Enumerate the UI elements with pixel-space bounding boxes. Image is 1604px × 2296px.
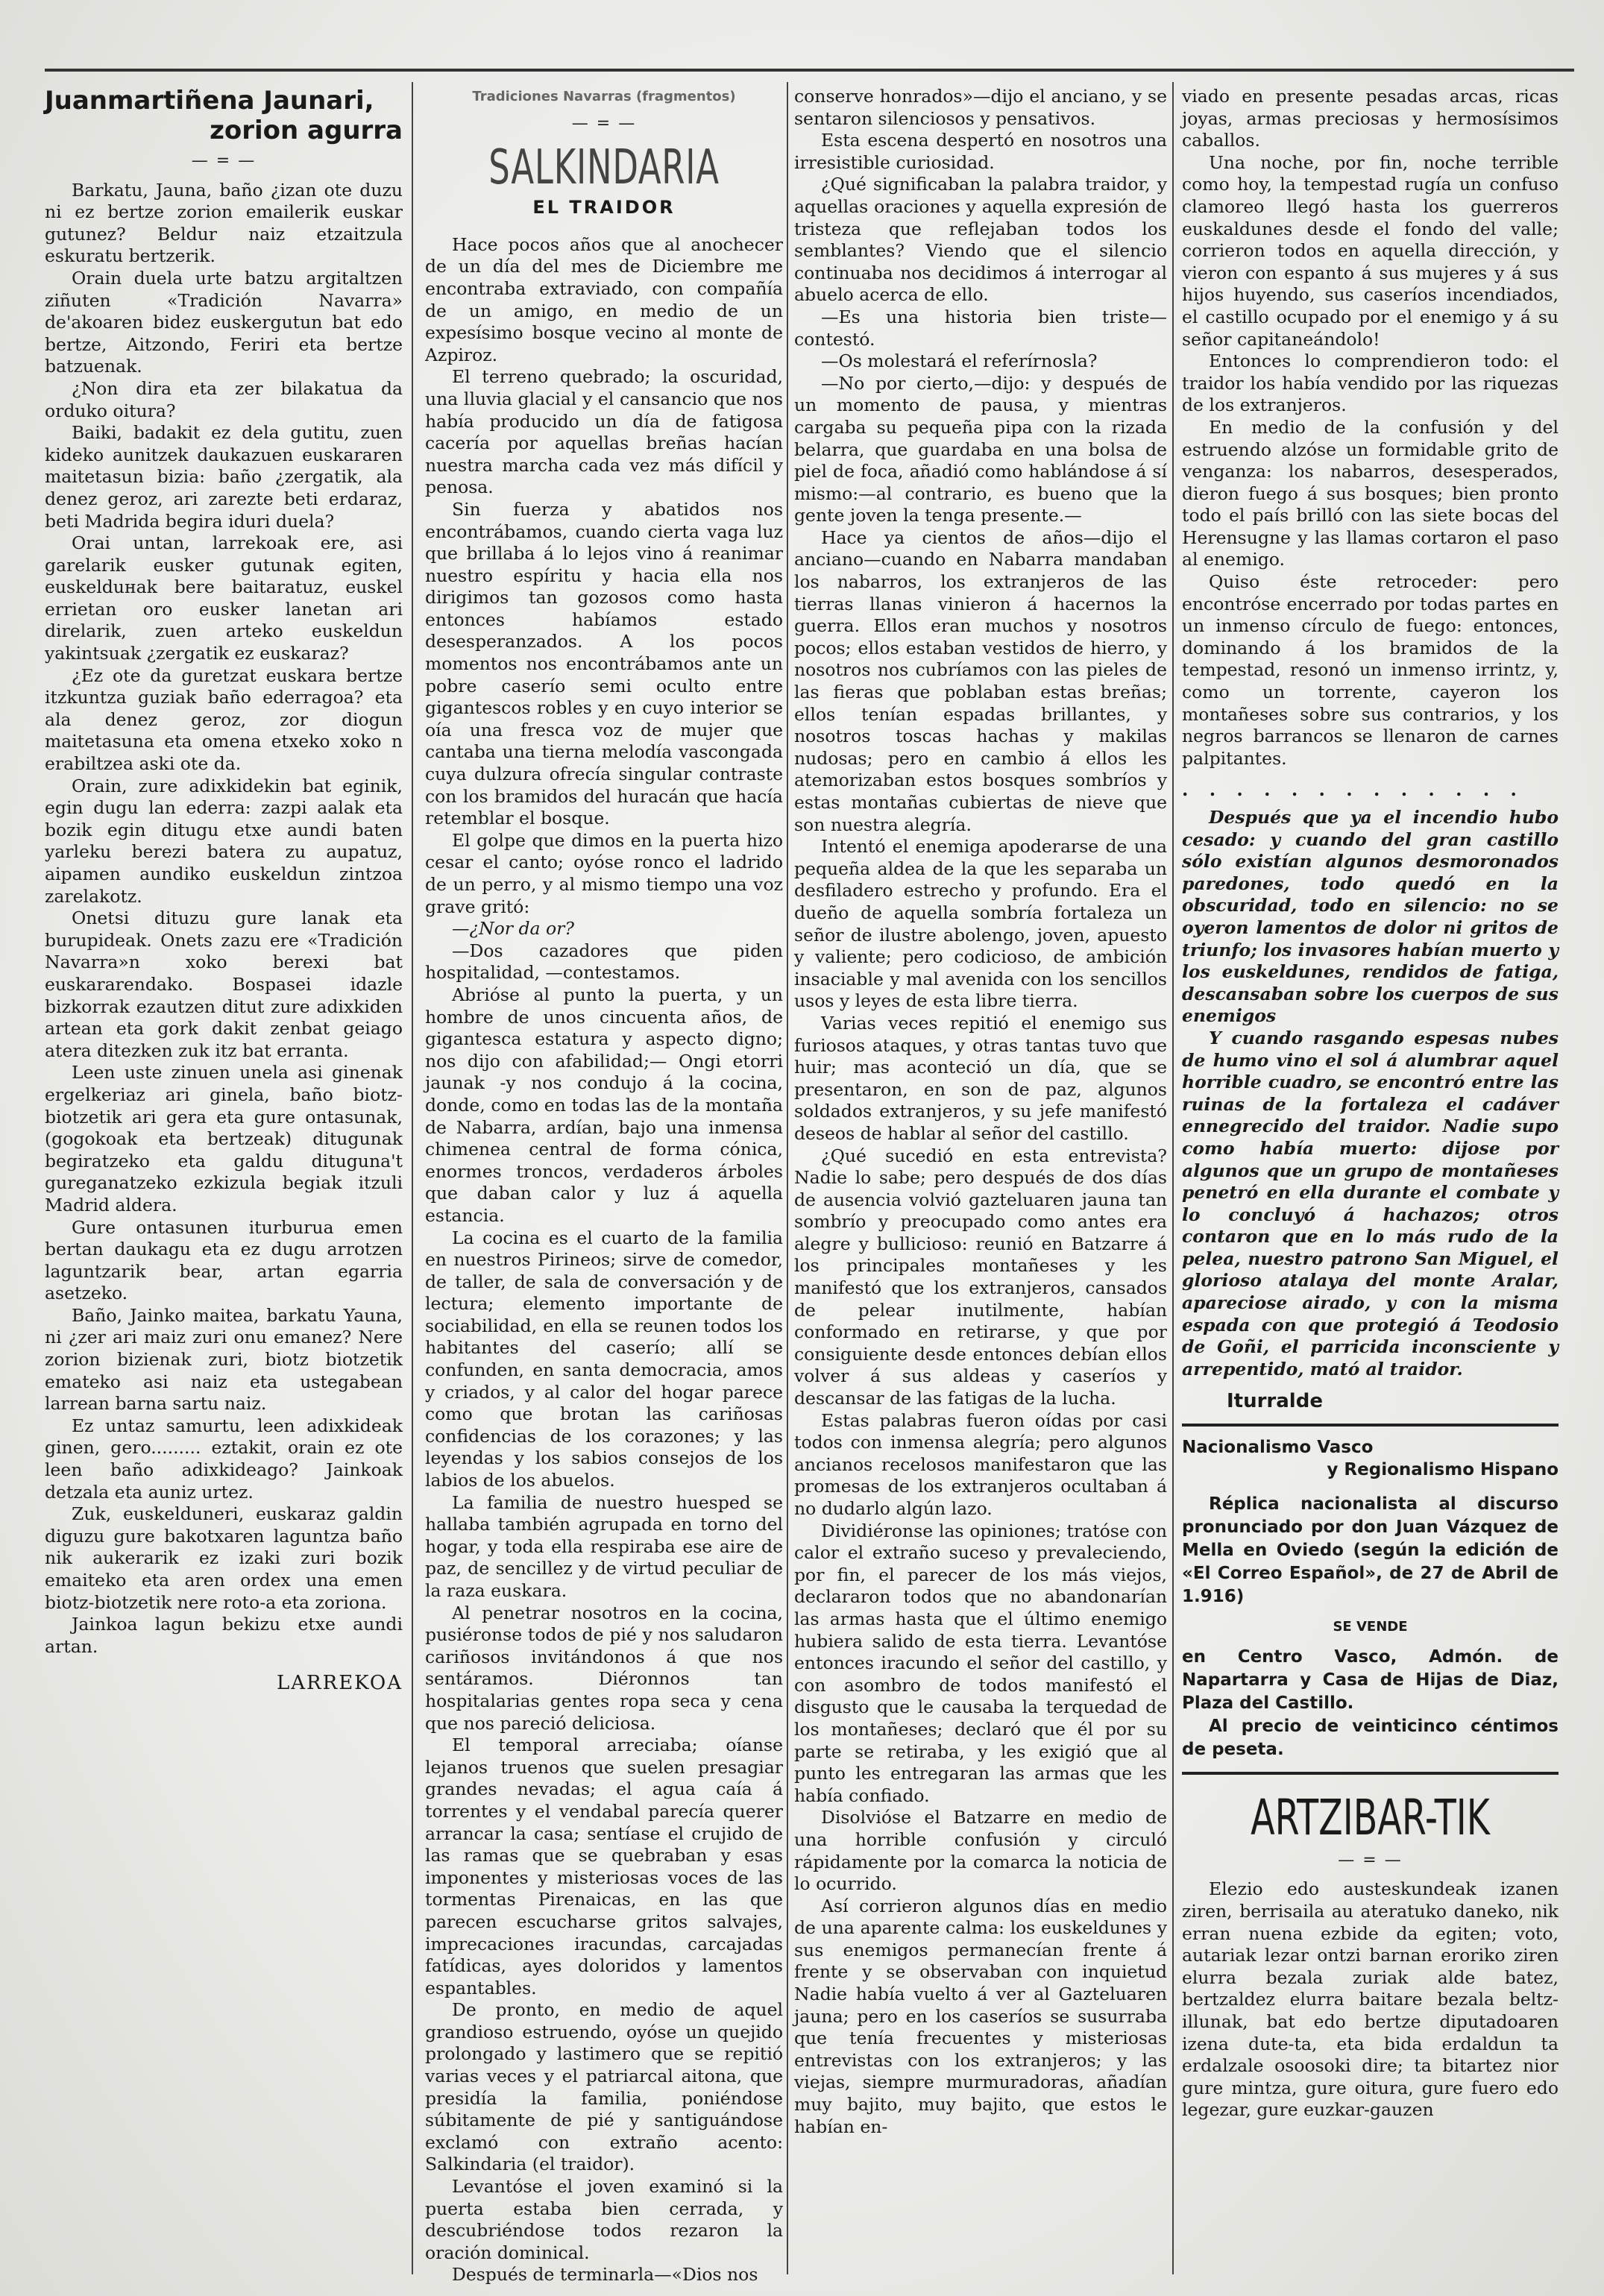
column-3 [794,86,1167,2271]
paragraph: Estas palabras fueron oídas por casi todos con inmensa alegría; pero algunos ancianos recelosos manifestaron que las promesas de los extranjeros ocultaban á no dudarlo algún lazo. [794,1409,1167,1519]
column-2 [425,86,783,2286]
column-rule-2 [787,82,788,2274]
paragraph: —No por cierto,—dijo: y después de un momento de pausa, y mientras cargaba su pequeña pipa con la rizada belarra, que guardaba en una bolsa de piel de foca, añadió como hablándose á sí mismo:—al contrario, es bueno que la gente joven la tenga presente.— [794,372,1167,526]
ad-heading-2: y Regionalismo Hispano [1327,1459,1559,1479]
paragraph: Sin fuerza y abatidos nos encontrábamos, cuando cierta vaga luz que brillaba á lo lejos vino á reanimar nuestro espíritu y hacia ella nos dirigimos tan gozosos como hasta entonces habíamos estado desesperanzados. A los pocos momentos nos encontrábamos ante un pobre caserío semi oculto entre gigantescos robles y en cuyo interior se oía una fresca voz de mujer que cantaba una tierna melodía vascongada cuya dulzura ofrecía singular contraste con los bramidos del huracán que hacía retemblar el bosque. [425,498,783,829]
article-title-salkindaria: SALKINDARIA [488,140,720,196]
paragraph: Levantóse el joven examinó si la puerta estaba bien cerrada, y descubriéndose todos rezaron la oración dominical. [425,2176,783,2263]
paragraph: Abrióse al punto la puerta, y un hombre de unos cincuenta años, de gigantesca estatura y aspecto digno; nos dijo con afabilidad;— Ongi etorri jaunak -y nos condujo á la cocina, donde, como en todas las de la montaña de Nabarra, ardían, bajo una inmensa chimenea central de forma cónica, enormes troncos, verdaderos árboles que daban calor y luz á aquella estancia. [425,984,783,1226]
column-1 [45,86,403,2271]
paragraph: De pronto, en medio de aquel grandioso estruendo, oyóse un quejido prolongado y lastimero que se repitió varias veces y el patriarcal aitona, que presidía la familia, poniéndose súbitamente de pié y santiguándose exclamó con extraño acento: Salkindaria (el traidor). [425,1999,783,2175]
paragraph: Elezio edo austeskundeak izanen ziren, berrisaila au ateratuko daneko, nik erran nuena ezbide da egiten; voto, autariak lezar ontzi barnan eroriko ziren elurra bezala zuriak alde batez, bertzaldez elurra baitare bezala beltz-illunak, bat edo bertze diputadoaren izena dute-ta, eta bida erdaldun ta erdalzale osoosoki dire; ta bitartez nior gure mintza, gure oitura, gure fuero edo legezar, gure euzkar-gauzen [1182,1878,1559,2121]
ad-price: Al precio de veinticinco céntimos de peseta. [1182,1716,1559,1759]
kicker: Tradiciones Navarras (fragmentos) [472,89,736,104]
paragraph: Jainkoa lagun bekizu etxe aundi artan. [45,1614,403,1657]
paragraph: ¿Qué significaban la palabra traidor, y aquellas oraciones y aquella expresión de tristeza que reflejaban todos los semblantes? Viendo que el silencio continuaba nos decidimos á interrogar al abuelo acerca de ello. [794,174,1167,306]
paragraph: Esta escena despertó en nosotros una irresistible curiosidad. [794,130,1167,173]
ad-heading-1: Nacionalismo Vasco [1182,1438,1374,1458]
section-rule [1182,1424,1559,1427]
column-rule-1 [412,82,413,2274]
paragraph: Varias veces repitió el enemigo sus furiosos ataques, y otras tantas tuvo que huir; mas aconteció un día, que se presentaron, en son de paz, algunos soldados extranjeros, y su jefe manifestó deseos de hablar al señor del castillo. [794,1012,1167,1144]
paragraph: —Os molestará el referírnosla? [821,350,1098,372]
paragraph: El temporal arreciaba; oíanse lejanos truenos que suelen presagiar grandes nevadas; el agua caía á torrentes y el vendabal parecía querer arrancar la casa; sentíase el crujido de las ramas que se quebraban y esas imponentes y misteriosas voces de las tormentas Pirenaicas, en las que parecen escucharse gritos salvajes, imprecaciones iracundas, carcajadas fatídicas, ayes doloridos y lamentos espantables. [425,1734,783,1998]
paragraph: —¿Nor da or? [452,918,575,940]
italic-paragraph: Después que ya el incendio hubo cesado: y cuando del gran castillo sólo existían algunos desmoronados paredones, todo quedó en la obscuridad, todo en silencio: no se oyeron lamentos de dolor ni gritos de triunfo; los invasores habían muerto y los euskeldunes, rendidos de fatiga, descansaban sobre los cuerpos de sus enemigos [1182,807,1559,1027]
paragraph: —Dos cazadores que piden hospitalidad, —contestamos. [425,940,783,984]
paragraph: Leen uste zinuen unela asi ginenak ergelkeriaz ari ginela, baño biotz-biotzetik ari gera eta gure ontasunak, (gogokoak eta bertzeak) ditugunak begiratzeko eta galdu dituguna't gureganatzeko ezkizula begiak itzuli Madrid aldera. [45,1062,403,1215]
signature-iturralde: Iturralde [1227,1390,1323,1413]
paragraph: El golpe que dimos en la puerta hizo cesar el canto; oyóse ronco el ladrido de un perro, y al mismo tiempo una voz grave gritó: [425,829,783,917]
column-rule-3 [1172,82,1174,2274]
article-subtitle: EL TRAIDOR [532,197,676,218]
paragraph: viado en presente pesadas arcas, ricas joyas, armas preciosas y hermosísimos caballos. [1182,86,1559,151]
paragraph: ¿Ez ote da guretzat euskara bertze itzkuntza guziak baño ederragoa? eta ala denez geroz, zor diogun maitetasuna eta omena etxeko xoko n erabiltzea aski ote da. [45,664,403,775]
paragraph: En medio de la confusión y del estruendo alzóse un formidable grito de venganza: los nabarros, desesperados, dieron fuego á sus bosques; bien pronto todo el país brilló con las siete bocas del Herensugne y las llamas cortaron el paso al enemigo. [1182,416,1559,570]
ad-where: en Centro Vasco, Admón. de Napartarra y Casa de Hijas de Diaz, Plaza del Castillo. [1182,1646,1559,1713]
separator: — = — [571,113,637,133]
article-title-artzibar: ARTZIBAR-TIK [1251,1788,1490,1846]
dotted-separator: . . . . . . . . . . . . . [1182,779,1524,801]
paragraph: Quiso éste retroceder: pero encontróse encerrado por todas partes en un inmenso círculo de fuego: entonces, dominando á los bramidos de la tempestad, resonó un inmenso irrintz, y, como un torrente, cayeron los montañeses sobre sus contrarios, y los negros barrancos se llenaron de carnes palpitantes. [1182,571,1559,769]
paragraph: Hace pocos años que al anochecer de un día del mes de Diciembre me encontraba extraviado, con compañía de un amigo, en medio de un expesísimo bosque vecino al monte de Azpiroz. [425,233,783,365]
column-4 [1182,86,1559,2271]
paragraph: ¿Qué sucedió en esta entrevista? Nadie lo sabe; pero después de dos días de ausencia volvió gazteluaren jauna tan sombrío y preocupado como antes era alegre y bullicioso: reunió en Batzarre á los principales montañeses y les manifestó que los extranjeros, cansados de pelear inutilmente, habían conformado en retirarse, y que por consiguiente desde entonces debían ellos volver á sus aldeas y caseríos y descansar de las fatigas de la lucha. [794,1145,1167,1409]
paragraph: Gure ontasunen iturburua emen bertan daukagu eta ez dugu arrotzen laguntzarik bear, artan egarria asetzeko. [45,1216,403,1304]
paragraph: La cocina es el cuarto de la familia en nuestros Pirineos; sirve de comedor, de taller, de sala de conversación y de lectura; elemento importante de sociabilidad, en ella se reunen todos los habitantes del caserío; allí se confunden, en santa democracia, amos y criados, y al calor del hogar parece como que brotan las cariñosas confidencias de los corazones; y las leyendas y los sabios consejos de los labios de los abuelos. [425,1227,783,1491]
paragraph: Onetsi dituzu gure lanak eta burupideak. Onets zazu ere «Tradición Navarra»n xoko berexi bat euskararendako. Bospasei idazle bizkorrak ezautzen ditut zure adixkiden artean eta gork dakit zenbat geiago atera ditezken zuk itz bat erranta. [45,908,403,1061]
top-rule [45,69,1574,72]
paragraph: Baiki, badakit ez dela gutitu, zuen kideko aunitzek daukazuen euskararen maitetasun bizia: baño ¿zergatik, ala denez geroz, ari zarezte beti erdaraz, beti Madrida begira iduri duela? [45,422,403,532]
paragraph: El terreno quebrado; la oscuridad, una lluvia glacial y el cansancio que nos había producido un día de fatigosa cacería por aquellas breñas hacían nuestra marcha cada vez más difícil y penosa. [425,366,783,498]
paragraph: Después de terminarla—«Dios nos [452,2264,758,2286]
paragraph: Disolvióse el Batzarre en medio de una horrible confusión y circuló rápidamente por la comarca la noticia de lo ocurrido. [794,1807,1167,1895]
paragraph: La familia de nuestro huesped se hallaba también agrupada en torno del hogar, y toda ella respiraba ese aire de paz, de sencillez y de virtud peculiar de la raza euskara. [425,1491,783,1601]
paragraph: Intentó el enemiga apoderarse de una pequeña aldea de la que les separaba un desfiladero estrecho y profundo. Era el dueño de aquella sombría fortaleza un señor de ilustre abolengo, joven, apuesto y valiente; pero codicioso, de ambición insaciable y mal avenida con los sencillos usos y leyes de esta libre tierra. [794,836,1167,1012]
paragraph: ¿Non dira eta zer bilakatua da orduko oitura? [45,377,403,421]
article-title-line1: Juanmartiñena Jaunari, [45,86,374,116]
paragraph: Así corrieron algunos días en medio de una aparente calma: los euskeldunes y sus enemigos permanecían frente á frente y se observaban con inquietud Nadie había vuelto á ver al Gazteluaren jauna; pero en los caseríos se susurraba que tenía frecuentes y misteriosas entrevistas con los extranjeros; y las viejas, siempre murmuradoras, añadían muy bajito, muy bajito, que estos le habían en- [794,1895,1167,2137]
paragraph: Una noche, por fin, noche terrible como hoy, la tempestad rugía un confuso clamoreo llegó hasta los guerreros euskaldunes desde el fondo del valle; corrieron todos en aquella dirección, y vieron con espanto á sus mujeres y á sus hijos huyendo, sus caseríos incendiados, el castillo ocupado por el enemigo y á su señor capitaneándolo! [1182,151,1559,350]
ad-sale-label: SE VENDE [1333,1619,1408,1635]
section-rule [1182,1772,1559,1775]
paragraph: Orain duela urte batzu argitaltzen ziñuten «Tradición Navarra» de'akoaren bidez euskergutun bat edo bertze, Aitzondo, Feriri eta bertze batzuenak. [45,267,403,377]
separator: — = — [1338,1850,1403,1869]
signature-larrekoa: LARREKOA [277,1672,403,1695]
paragraph: Zuk, euskelduneri, euskaraz galdin diguzu gure bakotxaren laguntza baño nik aukerarik ez izaki zuri bozik emaiteko eta aren ordex una emen biotz-biotzetik nere roto-a eta zoriona. [45,1503,403,1613]
paragraph: Baño, Jainko maitea, barkatu Yauna, ni ¿zer ari maiz zuri onu emanez? Nere zorion bizienak zuri, biotz biotzetik emateko asi naiz eta ustegabean larrean barna sartu naiz. [45,1304,403,1415]
paragraph: Dividiéronse las opiniones; tratóse con calor el extraño suceso y prevaleciendo, por fin, el parecer de los más viejos, declararon todos que no abandonarían las armas hasta que el último enemigo hubiera salido de esta tierra. Levantóse entonces iracundo el señor del castillo, y con asombro de todos manifestó el disgusto que le causaba la terquedad de los montañeses; declaró que él por su parte se retiraba, y les exigió que al punto les entregaran las armas que les había confiado. [794,1520,1167,1806]
paragraph: conserve honrados»—dijo el anciano, y se sentaron silenciosos y pensativos. [794,86,1167,129]
paragraph: Hace ya cientos de años—dijo el anciano—cuando en Nabarra mandaban los nabarros, los extranjeros de las tierras llanas vinieron á hacernos la guerra. Ellos eran muchos y nosotros pocos; ellos estaban vestidos de hierro, y nosotros nos cubríamos con las pieles de las fieras que poblaban estas breñas; ellos tenían espadas brillantes, y nosotros toscas hachas y makilas nudosas; pero en cambio á ellos les atemorizaban estos bosques sombríos y estas montañas cubiertas de nieve que son nuestra alegría. [794,526,1167,835]
paragraph: Al penetrar nosotros en la cocina, pusiéronse todos de pié y nos saludaron cariñosos invitándonos á que nos sentáramos. Diéronnos tan hospitalarias gentes ropa seca y cena que nos pareció deliciosa. [425,1602,783,1734]
separator: — = — [191,151,257,170]
article-title-line2: zorion agurra [210,116,403,145]
italic-paragraph: Y cuando rasgando espesas nubes de humo vino el sol á alumbrar aquel horrible cuadro, se encontró entre las ruinas de la fortaleza el cadáver ennegrecido del traidor. Nadie supo como había muerto: dijose por algunos que un grupo de montañeses penetró en ella durante el combate y lo concluyó á hachazos; otros contaron que en lo más rudo de la pelea, nuestro patrono San Miguel, el glorioso atalaya del monte Aralar, apareciose airado, y con la misma espada con que protegió á Teodosio de Goñi, el parricida inconsciente y arrepentido, mató al traidor. [1182,1027,1559,1380]
paragraph: —Es una historia bien triste— contestó. [794,306,1167,350]
paragraph: Orai untan, larrekoak ere, asi garelarik eusker gutunak egiten, euskelduнak bere baitaratuz, euskel errietan oro eusker lanetan ari direlarik, zuen arteko euskeldun yakintsuak ¿zergatik ez euskaraz? [45,532,403,664]
paragraph: Orain, zure adixkidekin bat eginik, egin dugu lan ederra: zazpi aalak eta bozik egin ditugu etxe aundi baten yarleku berezi batera zu aupatuz, aipamen aundiko euskeldun zintzoa zarelakotz. [45,775,403,907]
ad-text: Réplica nacionalista al discurso pronunciado por don Juan Vázquez de Mella en Oviedo (según la edición de «El Correo Español», de 27 de Abril de 1.916) [1182,1494,1559,1607]
paragraph: Entonces lo comprendieron todo: el traidor los había vendido por las riquezas de los extranjeros. [1182,350,1559,416]
paragraph: Barkatu, Jauna, baño ¿izan ote duzu ni ez bertze zorion emailerik euskar gutunez? Beldur naiz etzaitzula eskuratu bertzerik. [45,179,403,267]
article-title [45,86,403,145]
paragraph: Ez untaz samurtu, leen adixkideak ginen, gero......... eztakit, orain ez ote leen baño adixkideago? Jainkoak detzala eta auniz urtez. [45,1415,403,1503]
